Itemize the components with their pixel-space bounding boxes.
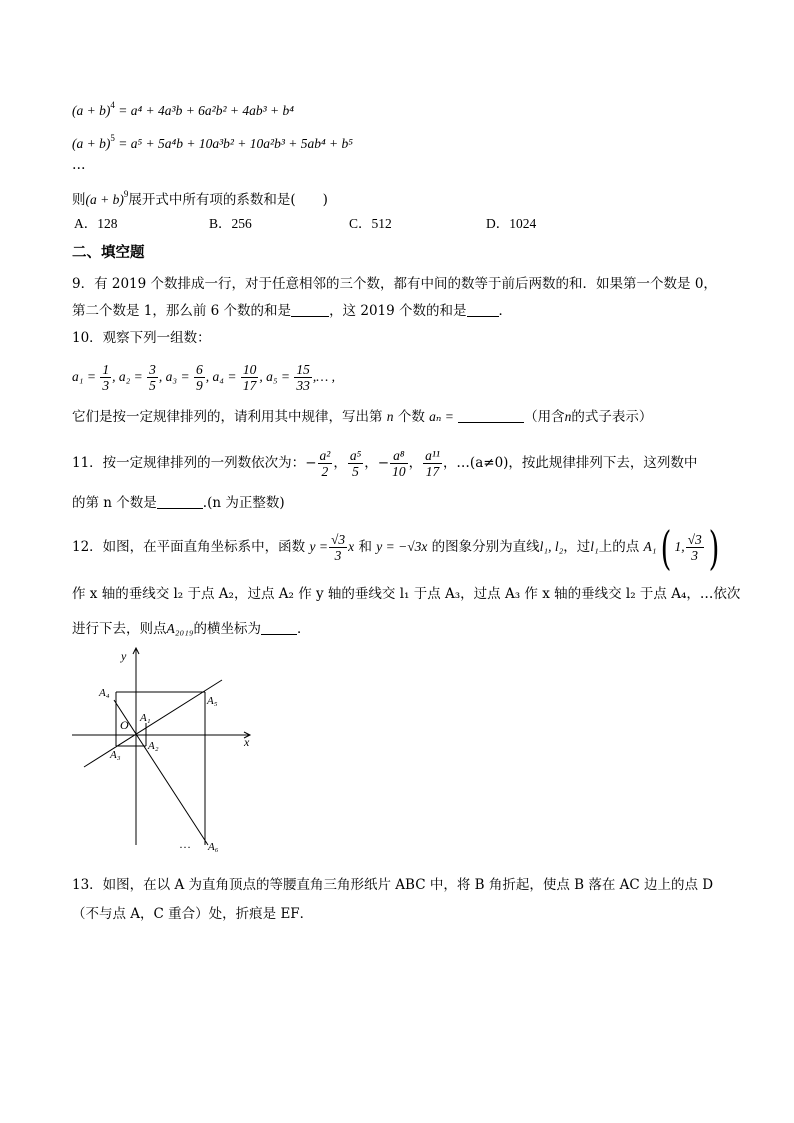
- q12-l1: l₁: [590, 539, 599, 554]
- q11-text-a: 的第 n 个数是: [72, 495, 157, 511]
- q10-blank[interactable]: [458, 408, 524, 423]
- q12-point-text: 上的点: [598, 539, 640, 555]
- q8-power: 9: [123, 189, 129, 199]
- q11-text-b: .(n 为正整数): [202, 495, 285, 511]
- q12-f1-lhs: y =: [309, 539, 328, 554]
- q12-point-x: 1,: [674, 539, 685, 554]
- q13-line1: 13．如图，在以 A 为直角顶点的等腰直角三角形纸片 ABC 中，将 B 角折起，使点 B 落在 AC 边上的点 D: [72, 877, 714, 893]
- expansion-ellipsis: …: [72, 157, 86, 173]
- q8-option-c[interactable]: C．512: [349, 216, 392, 231]
- q11-line1: 11．按一定规律排列的一列数依次为：− $\frac{\text{a²}}{2}$ ， $\frac{\text{a⁵}}{5}$ ，− $\frac{\text{a⁸}}{10}$ ， $\frac{\text{a¹¹}}{17}$ ，…(a≠0)，按此规律排列下去，这列数中: [72, 448, 698, 479]
- y-axis-label: y: [121, 649, 127, 663]
- expansion-5-rhs: = a⁵ + 5a⁴b + 10a³b² + 10a²b³ + 5ab⁴ + b⁵: [118, 136, 353, 151]
- q12-f1-x: x: [348, 539, 355, 554]
- q12-blank[interactable]: [261, 620, 297, 635]
- q8-option-b[interactable]: B．256: [209, 216, 252, 231]
- q10-n-2: n: [564, 409, 572, 424]
- q9-line1: 9．有 2019 个数排成一行，对于任意相邻的三个数，都有中间的数等于前后两数的和．如果第一个数是 0，: [72, 276, 717, 292]
- q12-mid: 的图象分别为直线: [431, 539, 540, 555]
- label-a4: A₄: [99, 687, 110, 699]
- q10-a1: a₁: [72, 369, 84, 384]
- q11-prefix: 11．按一定规律排列的一列数依次为：: [72, 455, 306, 471]
- q9-blank-2[interactable]: [467, 302, 499, 317]
- q9-line2: [72, 301, 512, 321]
- q10-a5: a₅: [266, 369, 278, 384]
- q8-option-d[interactable]: D．1024: [486, 216, 537, 231]
- q11-sign-3: −: [377, 455, 390, 471]
- q8-expr: (a + b): [85, 192, 124, 207]
- q9-text-a: 第二个数是 1，那么前 6 个数的和是: [72, 303, 292, 319]
- q10-frac-1: $\frac{1}{3}$: [102, 362, 110, 394]
- q10-text-b: 个数: [397, 409, 425, 425]
- q11-line2: [72, 493, 285, 513]
- q9-text-c: ．: [498, 303, 513, 319]
- q10-frac-4: $\frac{10}{17}$: [242, 362, 257, 394]
- q12-text-b: 的横坐标为: [193, 621, 262, 637]
- q11-frac-1: $\frac{\text{a²}}{2}$: [319, 448, 331, 479]
- q12-paren-left: (: [660, 520, 671, 575]
- q11-blank[interactable]: [157, 494, 203, 509]
- q12-f1-frac: $\frac{√3}{3}$: [330, 532, 346, 563]
- q10-line3: [72, 407, 652, 427]
- q12-f2: y = −√3x: [376, 539, 428, 554]
- q10-line1: 10．观察下列一组数：: [72, 330, 211, 346]
- q11-frac-4: $\frac{\text{a¹¹}}{17}$: [425, 448, 440, 479]
- q12-and: 和: [358, 539, 372, 555]
- q12-text-a: 进行下去，则点: [72, 621, 167, 637]
- coordinate-figure: [66, 642, 266, 857]
- q10-a2: a₂: [118, 369, 131, 384]
- expansion-4: [72, 95, 294, 121]
- q10-a3: a₃: [165, 369, 178, 384]
- q8-stem: [72, 184, 328, 210]
- q12-line2: 作 x 轴的垂线交 l₂ 于点 A₂，过点 A₂ 作 y 轴的垂线交 l₁ 于点 A₃，过点 A₃ 作 x 轴的垂线交 l₂ 于点 A₄，…依次: [72, 586, 741, 602]
- q11-frac-2: $\frac{\text{a⁵}}{5}$: [349, 448, 362, 479]
- q8-prefix: 则: [72, 192, 86, 208]
- figure-ellipsis: …: [179, 837, 191, 851]
- label-a6: A₆: [208, 841, 219, 853]
- section-title: 二、填空题: [72, 245, 145, 261]
- expansion-4-lhs: (a + b): [72, 103, 111, 118]
- expansion-5: [72, 128, 353, 154]
- x-axis-label: x: [244, 735, 250, 749]
- origin-label: O: [120, 718, 129, 732]
- label-a3: A₃: [110, 749, 121, 761]
- q10-text-c: （用含: [524, 409, 565, 425]
- q12-prefix: 12．如图，在平面直角坐标系中，函数: [72, 539, 306, 555]
- q12-a1: A₁: [643, 539, 657, 554]
- q12-paren-right: ): [708, 520, 720, 575]
- q11-frac-3: $\frac{\text{a⁸}}{10}$: [392, 448, 406, 479]
- q12-lines: l₁, l₂: [539, 539, 564, 554]
- label-a1: A₁: [140, 712, 151, 724]
- q10-text-d: 的式子表示）: [571, 409, 653, 425]
- expansion-4-power: 4: [110, 100, 115, 110]
- q8-options: [72, 214, 692, 234]
- q10-a4: a₄: [212, 369, 224, 384]
- q9-blank-1[interactable]: [291, 302, 329, 317]
- q10-sequence: a₁ = $\frac{1}{3}$ , a₂ = $\frac{3}{5}$ , a₃ = $\frac{6}{9}$ , a₄ = $\frac{10}{17}$ , a₅ = $\frac{15}{33}$ ,… ,: [72, 362, 336, 394]
- q10-an: aₙ =: [429, 409, 454, 424]
- q12-text-c: ．: [297, 621, 311, 637]
- q12-after: ，过: [563, 539, 591, 555]
- q10-frac-5: $\frac{15}{33}$: [296, 362, 310, 394]
- q8-suffix: 展开式中所有项的系数和是( ): [128, 192, 328, 208]
- expansion-5-lhs: (a + b): [72, 136, 111, 151]
- label-a2: A₂: [148, 740, 159, 752]
- q10-tail: ,… ,: [312, 369, 336, 384]
- q12-point-frac: $\frac{√3}{3}$: [687, 532, 702, 563]
- q8-option-a[interactable]: A．128: [74, 216, 118, 231]
- q10-text-a: 它们是按一定规律排列的，请利用其中规律，写出第: [72, 409, 383, 425]
- q11-suffix: ，…(a≠0)，按此规律排列下去，这列数中: [442, 455, 698, 471]
- q9-text-b: ，这 2019 个数的和是: [329, 303, 467, 319]
- q10-frac-3: $\frac{6}{9}$: [195, 362, 203, 394]
- q10-n: n: [386, 409, 394, 424]
- q12-a2019: A₂₀₁₉: [166, 621, 194, 636]
- q10-frac-2: $\frac{3}{5}$: [149, 362, 156, 394]
- expansion-4-rhs: = a⁴ + 4a³b + 6a²b² + 4ab³ + b⁴: [118, 103, 294, 118]
- q11-sign-1: −: [305, 455, 317, 471]
- expansion-5-power: 5: [110, 133, 115, 143]
- q12-line3: [72, 619, 311, 639]
- label-a5: A₅: [207, 695, 218, 707]
- q13-line2: （不与点 A，C 重合）处，折痕是 EF．: [72, 906, 314, 922]
- q12-line1: [72, 520, 723, 575]
